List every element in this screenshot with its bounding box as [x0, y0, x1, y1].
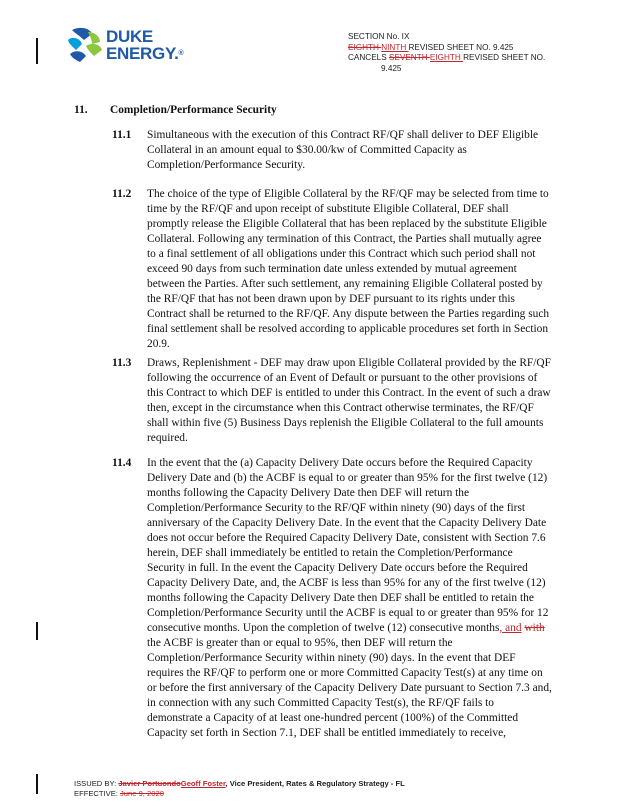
issued-by-line — [74, 779, 405, 789]
paragraph-number: 11.4 — [112, 457, 132, 469]
section-heading — [74, 104, 277, 116]
issued-by-deleted: Javier Portuondo — [118, 779, 181, 788]
logo-line-energy — [106, 45, 183, 62]
paragraph-text-part-b: the ACBF is greater than or equal to 95%, then DEF will return the Completion/Performance Security within ninety (90) days. In the event that DEF requires the RF/QF to perform one or more Committed Capacity Test(s) at any time on or before the first anniversary of the Capacity Delivery Date pursuant to Section 7.3 and, in connection with any such Committed Capacity Test(s), the RF/QF fails to demonstrate a Capacity of at least one-hundred percent (100%) of the Committed Capacity set forth in Section 7.1, DEF shall be entitled immediately to receive, — [147, 637, 552, 739]
logo-line-duke: DUKE — [106, 27, 153, 46]
change-bar-body — [36, 622, 38, 640]
issued-by-inserted: Geoff Foster — [180, 779, 226, 788]
sheet-inserted: NINTH — [381, 42, 409, 52]
duke-energy-logo-mark-icon — [66, 26, 104, 66]
sheet-rest: REVISED SHEET NO. 9.425 — [408, 42, 514, 52]
cancels-inserted: EIGHTH — [429, 53, 464, 62]
cancels-deleted: SEVENTH — [388, 53, 430, 62]
paragraph-text: Draws, Replenishment - DEF may draw upon Eligible Collateral provided by the RF/QF following the occurrence of an Event of Default or pursuant to the other provisions of this Contract to which DEF is entitled to under this Contract. In the event of such a draw then, except in the circumstance when this Contract otherwise terminates, the RF/QF shall within five (5) Business Days replenish the Eligible Collateral to the full amounts required. — [147, 357, 551, 444]
paragraph-11-1 — [112, 128, 552, 173]
paragraph-text — [147, 456, 552, 741]
paragraph-text-part-a: In the event that the (a) Capacity Delivery Date occurs before the Required Capacity Delivery Date and (b) the ACBF is equal to or greater than 95% for the first twelve (12) months following the Capacity Delivery Date then DEF will return the Completion/Performance Security to the RF/QF within ninety (90) days of the first anniversary of the Capacity Delivery Date. In the event that the Capacity Delivery Date does not occur before the Required Capacity Delivery Date, consistent with Section 7.6 herein, DEF shall immediately be entitled to retain the Completion/Performance Security in full. In the event the Capacity Delivery Date occurs before the Required Capacity Delivery Date, and, the ACBF is less than 95% for any of the first twelve (12) months following the Capacity Delivery Date then DEF shall be entitled to retain the Completion/Performance Security until the ACBF is equal to or greater than 95% for 12 consecutive months. Upon the completion of twelve (12) consecutive months — [147, 457, 549, 634]
paragraph-11-3 — [112, 356, 552, 446]
logo-line-energy-text: ENERGY. — [106, 44, 179, 63]
issued-by-label: ISSUED BY: — [74, 779, 119, 788]
change-bar-footer — [36, 774, 38, 794]
effective-line — [74, 789, 405, 799]
cancels-prefix: CANCELS — [348, 53, 389, 62]
effective-label: EFFECTIVE: — [74, 789, 120, 798]
effective-deleted: June 9, 2020 — [120, 789, 164, 798]
section-number: SECTION No. IX — [348, 32, 410, 41]
paragraph-11-4 — [112, 456, 552, 741]
paragraph-number: 11.3 — [112, 357, 132, 369]
cancels-rest: REVISED SHEET NO. — [463, 53, 546, 62]
inserted-text: , and — [499, 622, 522, 634]
cancels-sheet-number: 9.425 — [381, 63, 402, 73]
paragraph-11-2 — [112, 187, 552, 352]
deleted-text: with — [524, 622, 545, 634]
registered-mark: ® — [178, 50, 184, 57]
paragraph-number: 11.2 — [112, 188, 132, 200]
paragraph-number: 11.1 — [112, 129, 132, 141]
paragraph-text: The choice of the type of Eligible Collateral by the RF/QF may be selected from time to time by the RF/QF and upon receipt of substitute Eligible Collateral, DEF shall promptly release the Eligible Collateral that has been replaced by the substitute Eligible Collateral. Following any termination of this Contract, the Parties shall mutually agree to a final settlement of all obligations under this Contract which such period shall not exceed 90 days from such termination date unless extended by mutual agreement between the Parties. After such settlement, any remaining Eligible Collateral posted by the RF/QF that has not been drawn upon by DEF pursuant to its rights under this Contract shall be returned to the RF/QF. Any dispute between the Parties regarding such final settlement shall be resolved according to applicable procedures set forth in Section 20.9. — [147, 188, 550, 350]
sheet-header — [348, 32, 545, 74]
section-heading-title: Completion/Performance Security — [110, 104, 277, 116]
logo-wordmark — [106, 28, 183, 62]
duke-energy-logo — [66, 24, 186, 68]
sheet-line — [348, 43, 545, 54]
issued-by-title: , Vice President, Rates & Regulatory Strategy - FL — [225, 779, 405, 788]
paragraph-text: Simultaneous with the execution of this Contract RF/QF shall deliver to DEF Eligible Collateral in an amount equal to $30.00/kw of Committed Capacity as Completion/Performance Security. — [147, 129, 539, 171]
sheet-footer — [74, 779, 405, 799]
section-heading-number: 11. — [74, 104, 88, 116]
change-bar-header — [36, 38, 38, 64]
sheet-deleted: EIGHTH — [348, 42, 382, 52]
cancels-line — [348, 53, 545, 64]
